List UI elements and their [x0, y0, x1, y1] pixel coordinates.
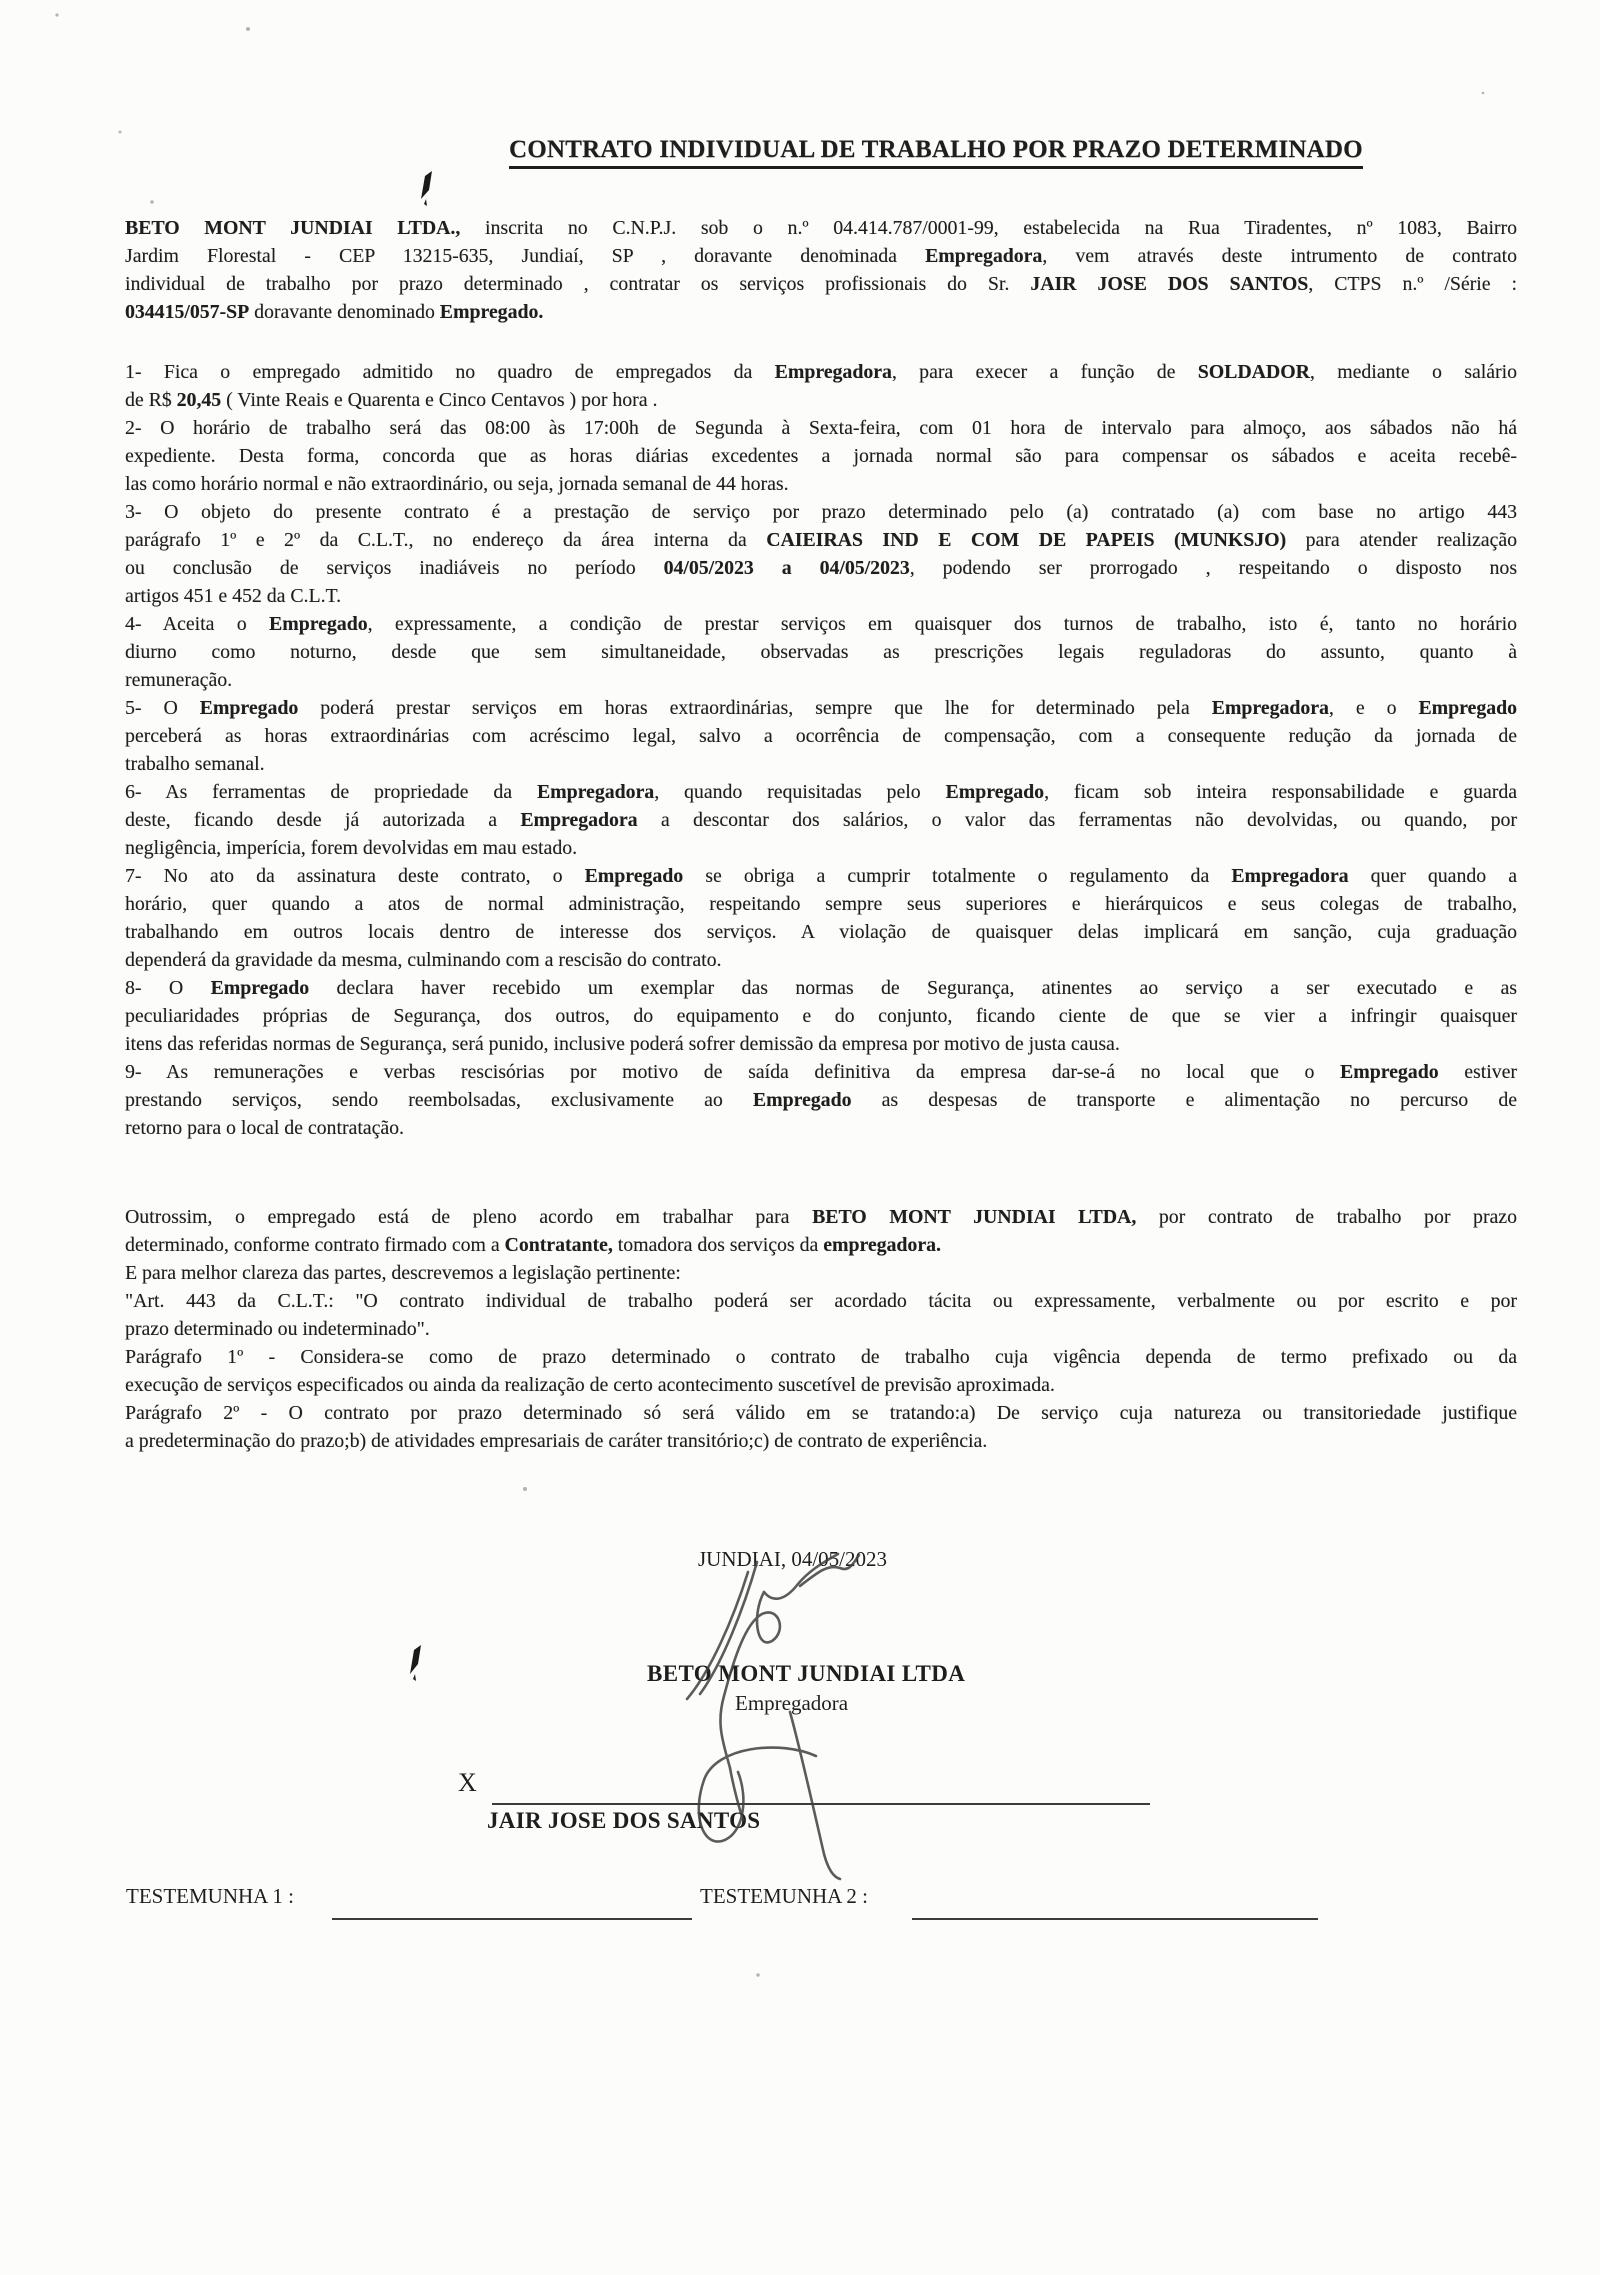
text-run: individual de trabalho por prazo determinado , contratar os serviços profissionais do Sr.	[125, 273, 1031, 295]
bold-text-run: Empregadora	[1211, 697, 1329, 719]
bold-text-run: Empregadora	[774, 361, 892, 383]
date-line: JUNDIAI, 04/05/2023	[698, 1547, 887, 1571]
text-line	[125, 358, 1517, 386]
paragraph	[125, 1203, 1517, 1259]
text-run: poderá prestar serviços em horas extraordinárias, sempre que lhe for determinado pela	[298, 697, 1212, 719]
bold-text-run: Empregadora	[925, 245, 1043, 267]
text-line	[125, 1114, 1517, 1142]
text-line	[125, 1203, 1517, 1231]
bold-text-run: Empregadora	[520, 809, 638, 831]
bold-text-run: Empregado.	[439, 301, 544, 323]
paragraph	[125, 358, 1517, 414]
text-run: Parágrafo 2º - O contrato por prazo determinado só será válido em se tratando:a) De serviço cuja natureza ou transitoriedade justifique	[125, 1402, 1517, 1424]
paragraph	[125, 778, 1517, 862]
bold-text-run: Empregado	[210, 977, 310, 999]
text-line	[125, 1399, 1517, 1427]
text-line	[125, 470, 1517, 498]
text-line	[125, 1030, 1517, 1058]
text-run: de R$	[125, 389, 177, 411]
paragraph	[125, 1287, 1517, 1343]
text-line	[125, 806, 1517, 834]
paragraph	[125, 1058, 1517, 1142]
text-line	[125, 666, 1517, 694]
text-run: 3- O objeto do presente contrato é a prestação de serviço por prazo determinado pelo (a) contratado (a) com base no artigo 443	[125, 501, 1517, 523]
text-run: doravante denominado	[249, 301, 440, 323]
text-run: Outrossim, o empregado está de pleno acordo em trabalhar para	[125, 1206, 813, 1228]
text-run: prestando serviços, sendo reembolsadas, exclusivamente ao	[125, 1089, 753, 1111]
text-run: as despesas de transporte e alimentação no percurso de	[851, 1089, 1517, 1111]
witness-2-signature-line	[912, 1918, 1318, 1920]
text-line	[125, 1086, 1517, 1114]
paragraph	[125, 1259, 1517, 1287]
text-line	[125, 778, 1517, 806]
text-run: "Art. 443 da C.L.T.: "O contrato individual de trabalho poderá ser acordado tácita ou expressamente, verbalmente ou por escrito e por	[125, 1290, 1517, 1312]
text-line	[125, 1058, 1517, 1086]
text-line	[125, 526, 1517, 554]
text-run: 8- O	[125, 977, 211, 999]
text-line	[125, 694, 1517, 722]
text-run: declara haver recebido um exemplar das normas de Segurança, atinentes ao serviço a ser executado e as	[309, 977, 1517, 999]
text-run: , mediante o salário	[1309, 361, 1517, 383]
text-run: , vem através deste intrumento de contrato	[1042, 245, 1517, 267]
paragraph	[125, 1343, 1517, 1399]
text-run: 1- Fica o empregado admitido no quadro de empregados da	[125, 361, 775, 383]
paragraph	[125, 974, 1517, 1058]
paragraph	[125, 862, 1517, 974]
text-line	[125, 862, 1517, 890]
text-run: peculiaridades próprias de Segurança, dos outros, do equipamento e do conjunto, ficando ciente de que se vier a infringir quaisquer	[125, 1005, 1517, 1027]
bold-text-run: Empregadora	[536, 781, 655, 803]
text-line	[125, 554, 1517, 582]
text-run: itens das referidas normas de Segurança, será punido, inclusive poderá sofrer demissão da empresa por motivo de justa causa.	[125, 1033, 1120, 1055]
text-line	[125, 638, 1517, 666]
text-run: las como horário normal e não extraordinário, ou seja, jornada semanal de 44 horas.	[125, 473, 789, 495]
bold-text-run: 04/05/2023 a 04/05/2023	[663, 557, 910, 579]
bold-text-run: 034415/057-SP	[125, 301, 250, 323]
text-run: expediente. Desta forma, concorda que as horas diárias excedentes a jornada normal são para compensar os sábados e aceita recebê-	[125, 445, 1517, 467]
text-line	[125, 722, 1517, 750]
ink-mark-top	[421, 171, 432, 206]
bold-text-run: BETO MONT JUNDIAI LTDA,	[812, 1206, 1137, 1228]
text-run: perceberá as horas extraordinárias com acréscimo legal, salvo a ocorrência de compensação, com a consequente redução da jornada de	[125, 725, 1517, 747]
text-run: Parágrafo 1º - Considera-se como de prazo determinado o contrato de trabalho cuja vigência dependa de termo prefixado ou da	[125, 1346, 1517, 1368]
signature-x-label: X	[458, 1768, 477, 1797]
text-run: retorno para o local de contratação.	[125, 1117, 404, 1139]
text-run: artigos 451 e 452 da C.L.T.	[125, 585, 342, 607]
text-run: ou conclusão de serviços inadiáveis no período	[125, 557, 664, 579]
company-role-label: Empregadora	[735, 1691, 849, 1715]
page-title: CONTRATO INDIVIDUAL DE TRABALHO POR PRAZO DETERMINADO	[509, 136, 1363, 169]
paragraph	[125, 694, 1517, 778]
intro-paragraph	[125, 214, 1517, 326]
company-name: BETO MONT JUNDIAI LTDA	[647, 1661, 966, 1686]
text-run: , quando requisitadas pelo	[654, 781, 946, 803]
text-run: parágrafo 1º e 2º da C.L.T., no endereço da área interna da	[125, 529, 767, 551]
bold-text-run: Contratante,	[504, 1234, 613, 1256]
text-run: , expressamente, a condição de prestar serviços em quaisquer dos turnos de trabalho, isto é, tanto no horário	[367, 613, 1518, 635]
text-line	[125, 414, 1517, 442]
text-run: diurno como noturno, desde que sem simultaneidade, observadas as prescrições legais reguladoras do assunto, quanto à	[125, 641, 1517, 663]
text-line	[125, 214, 1517, 242]
text-line	[125, 974, 1517, 1002]
text-run: E para melhor clareza das partes, descrevemos a legislação pertinente:	[125, 1262, 681, 1284]
text-run: 2- O horário de trabalho será das 08:00 às 17:00h de Segunda à Sexta-feira, com 01 hora de intervalo para almoço, aos sábados não há	[125, 417, 1517, 439]
text-run: 9- As remunerações e verbas rescisórias por motivo de saída definitiva da empresa dar-se-á no local que o	[125, 1061, 1341, 1083]
bold-text-run: Empregado	[1340, 1061, 1439, 1083]
text-line	[125, 386, 1517, 414]
text-run: deste, ficando desde já autorizada a	[125, 809, 521, 831]
paragraph	[125, 610, 1517, 694]
bold-text-run: SOLDADOR	[1197, 361, 1310, 383]
witness-1-label: TESTEMUNHA 1 :	[126, 1884, 294, 1908]
bold-text-run: CAIEIRAS IND E COM DE PAPEIS (MUNKSJO)	[766, 529, 1287, 551]
text-run: ( Vinte Reais e Quarenta e Cinco Centavos ) por hora .	[221, 389, 658, 411]
text-line	[125, 1287, 1517, 1315]
text-run: inscrita no C.N.P.J. sob o n.º 04.414.787/0001-99, estabelecida na Rua Tiradentes, nº 1083, Bairro	[460, 217, 1517, 239]
paragraph	[125, 1399, 1517, 1455]
text-run: estiver	[1438, 1061, 1517, 1083]
bold-text-run: Empregado	[584, 865, 684, 887]
contract-clauses	[125, 358, 1517, 1142]
text-run: quer quando a	[1348, 865, 1517, 887]
text-run: , e o	[1328, 697, 1419, 719]
text-run: Jardim Florestal - CEP 13215-635, Jundiaí, SP , doravante denominada	[125, 245, 926, 267]
witness-2-label: TESTEMUNHA 2 :	[700, 1884, 868, 1908]
text-run: horário, quer quando a atos de normal administração, respeitando sempre seus superiores e hierárquicos e seus colegas de trabalho,	[125, 893, 1517, 915]
text-line	[125, 442, 1517, 470]
text-run: a descontar dos salários, o valor das ferramentas não devolvidas, ou quando, por	[637, 809, 1517, 831]
text-run: se obriga a cumprir totalmente o regulamento da	[683, 865, 1232, 887]
employee-signature-line	[492, 1803, 1150, 1805]
ink-mark-middle	[410, 1645, 421, 1681]
bold-text-run: Empregadora	[1231, 865, 1349, 887]
bold-text-run: Empregado	[945, 781, 1045, 803]
text-line	[125, 834, 1517, 862]
text-line	[125, 1002, 1517, 1030]
text-run: tomadora dos serviços da	[612, 1234, 824, 1256]
closing-block	[125, 1203, 1517, 1455]
text-run: 7- No ato da assinatura deste contrato, o	[125, 865, 585, 887]
text-run: dependerá da gravidade da mesma, culminando com a rescisão do contrato.	[125, 949, 722, 971]
text-run: , ficam sob inteira responsabilidade e guarda	[1044, 781, 1518, 803]
bold-text-run: empregadora.	[823, 1234, 941, 1256]
text-run: 6- As ferramentas de propriedade da	[125, 781, 537, 803]
text-line	[125, 918, 1517, 946]
text-run: prazo determinado ou indeterminado".	[125, 1318, 430, 1340]
text-run: , para execer a função de	[891, 361, 1198, 383]
text-line	[125, 1231, 1517, 1259]
bold-text-run: Empregado	[752, 1089, 852, 1111]
text-run: a predeterminação do prazo;b) de atividades empresariais de caráter transitório;c) de contrato de experiência.	[125, 1430, 988, 1452]
paragraph	[125, 214, 1517, 326]
text-line	[125, 1371, 1517, 1399]
text-run: determinado, conforme contrato firmado com a	[125, 1234, 505, 1256]
witness-1-signature-line	[332, 1918, 692, 1920]
text-line	[125, 890, 1517, 918]
text-line	[125, 582, 1517, 610]
text-line	[125, 1427, 1517, 1455]
text-run: , podendo ser prorrogado , respeitando o disposto nos	[909, 557, 1518, 579]
text-run: remuneração.	[125, 669, 233, 691]
text-run: 4- Aceita o	[125, 613, 270, 635]
bold-text-run: 20,45	[176, 389, 222, 411]
paragraph	[125, 498, 1517, 610]
employee-name: JAIR JOSE DOS SANTOS	[487, 1808, 761, 1833]
text-line	[125, 750, 1517, 778]
text-line	[125, 610, 1517, 638]
text-line	[125, 242, 1517, 270]
text-run: por contrato de trabalho por prazo	[1136, 1206, 1517, 1228]
text-line	[125, 270, 1517, 298]
text-line	[125, 1343, 1517, 1371]
text-run: execução de serviços especificados ou ainda da realização de certo acontecimento suscetível de previsão aproximada.	[125, 1374, 1055, 1396]
text-line	[125, 498, 1517, 526]
bold-text-run: Empregado	[269, 613, 368, 635]
bold-text-run: BETO MONT JUNDIAI LTDA.,	[125, 217, 461, 239]
bold-text-run: JAIR JOSE DOS SANTOS	[1030, 273, 1309, 295]
text-run: trabalhando em outros locais dentro de interesse dos serviços. A violação de quaisquer delas implicará em sanção, cuja graduação	[125, 921, 1517, 943]
text-line	[125, 1259, 1517, 1287]
text-run: negligência, imperícia, forem devolvidas em mau estado.	[125, 837, 578, 859]
text-line	[125, 946, 1517, 974]
bold-text-run: Empregado	[1418, 697, 1518, 719]
text-line	[125, 298, 1517, 326]
bold-text-run: Empregado	[199, 697, 299, 719]
text-run: para atender realização	[1286, 529, 1518, 551]
text-run: 5- O	[125, 697, 200, 719]
text-run: , CTPS n.º /Série :	[1308, 273, 1517, 295]
text-run: trabalho semanal.	[125, 753, 265, 775]
paragraph	[125, 414, 1517, 498]
text-line	[125, 1315, 1517, 1343]
